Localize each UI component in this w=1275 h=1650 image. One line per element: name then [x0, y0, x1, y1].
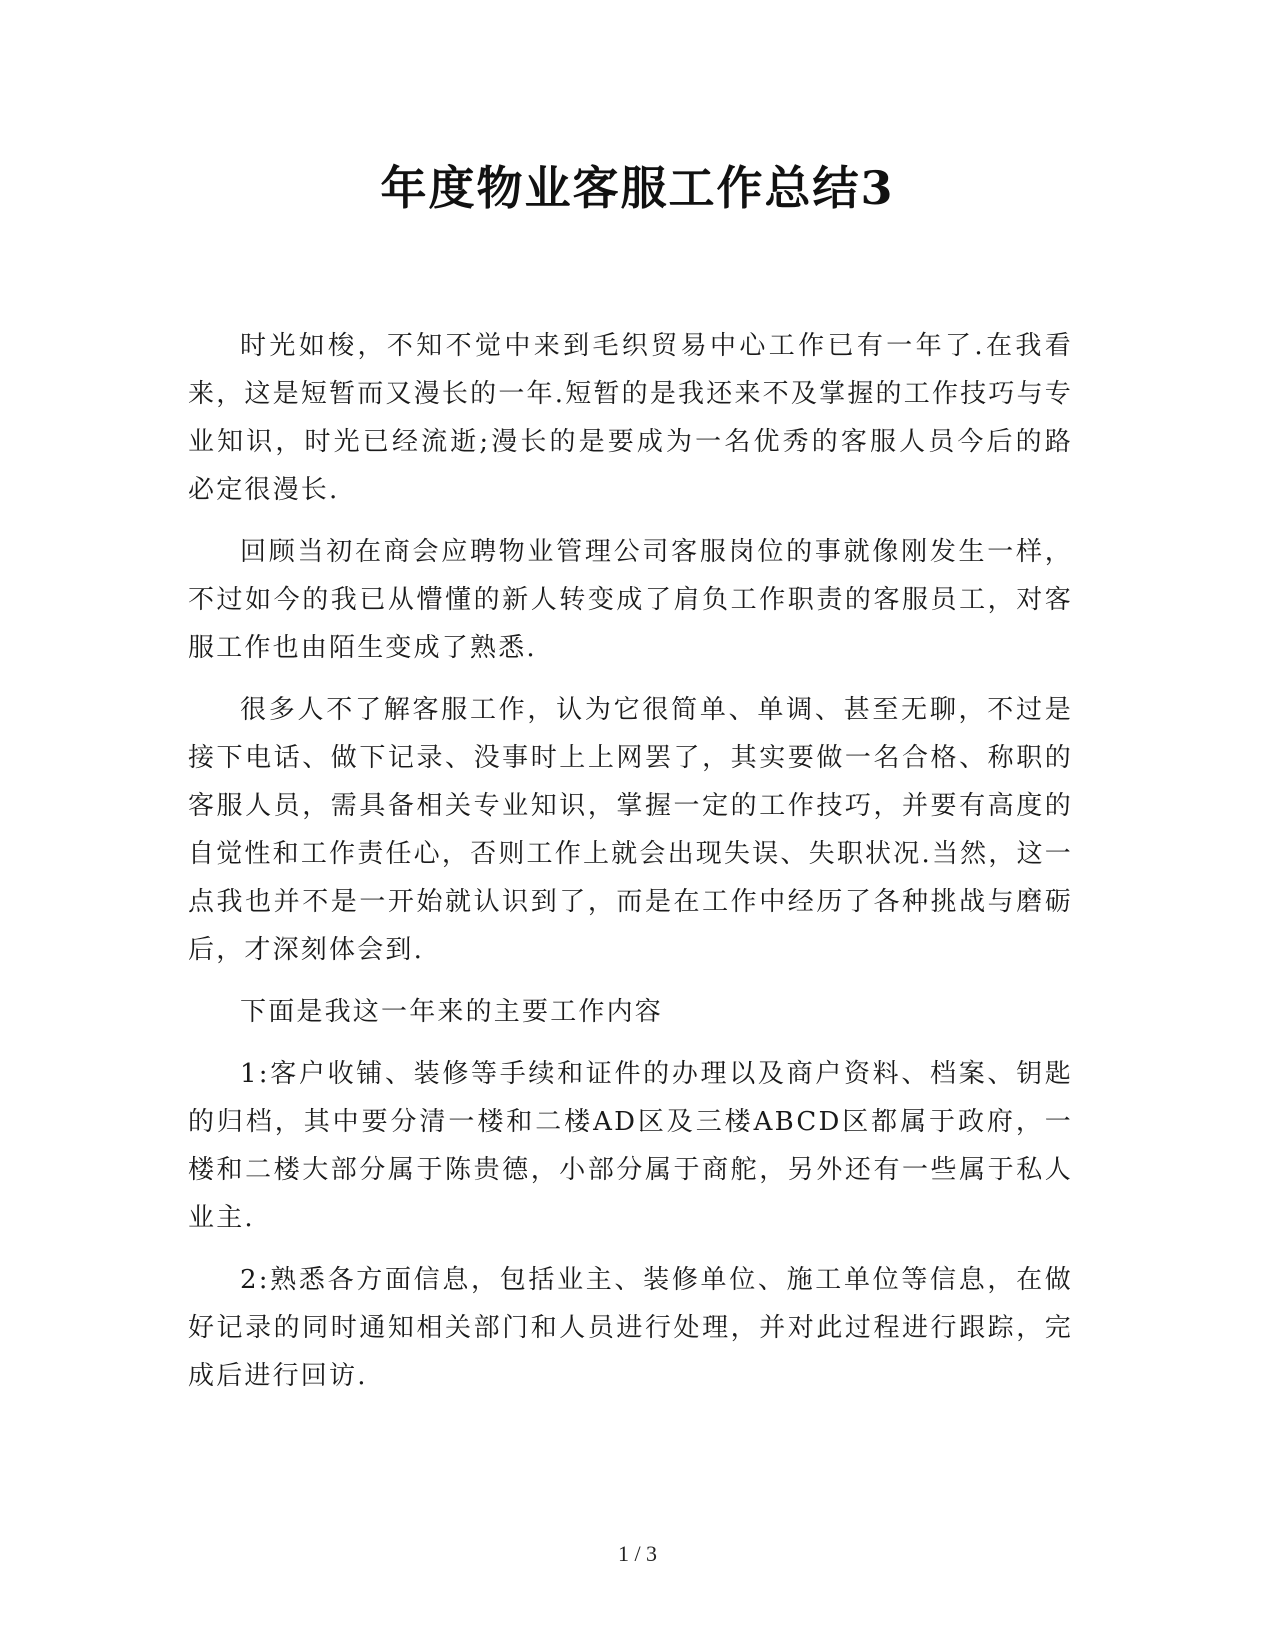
paragraph-work-heading: 下面是我这一年来的主要工作内容	[240, 997, 664, 1027]
paragraph-item-2: 2:熟悉各方面信息，包括业主、装修单位、施工单位等信息，在做好记录的同时通知相关部门和人员进行处理，并对此过程进行跟踪，完成后进行回访.	[188, 1265, 1073, 1391]
page-title: 年度物业客服工作总结3	[380, 161, 895, 215]
paragraph-recall: 回顾当初在商会应聘物业管理公司客服岗位的事就像刚发生一样，不过如今的我已从懵懂的新人转变成了肩负工作职责的客服员工，对客服工作也由陌生变成了熟悉.	[188, 537, 1073, 663]
paragraph-intro: 时光如梭，不知不觉中来到毛织贸易中心工作已有一年了.在我看来，这是短暂而又漫长的一年.短暂的是我还来不及掌握的工作技巧与专业知识，时光已经流逝;漫长的是要成为一名优秀的客服人员今后的路必定很漫长.	[188, 331, 1073, 505]
page-number: 1 / 3	[617, 1541, 658, 1566]
document-body	[188, 322, 1073, 1414]
paragraph-understanding: 很多人不了解客服工作，认为它很简单、单调、甚至无聊，不过是接下电话、做下记录、没事时上上网罢了，其实要做一名合格、称职的客服人员，需具备相关专业知识，掌握一定的工作技巧，并要有高度的自觉性和工作责任心，否则工作上就会出现失误、失职状况.当然，这一点我也并不是一开始就认识到了，而是在工作中经历了各种挑战与磨砺后，才深刻体会到.	[188, 695, 1073, 965]
paragraph-item-1: 1:客户收铺、装修等手续和证件的办理以及商户资料、档案、钥匙的归档，其中要分清一楼和二楼AD区及三楼ABCD区都属于政府，一楼和二楼大部分属于陈贵德，小部分属于商舵，另外还有一些属于私人业主.	[188, 1059, 1073, 1233]
